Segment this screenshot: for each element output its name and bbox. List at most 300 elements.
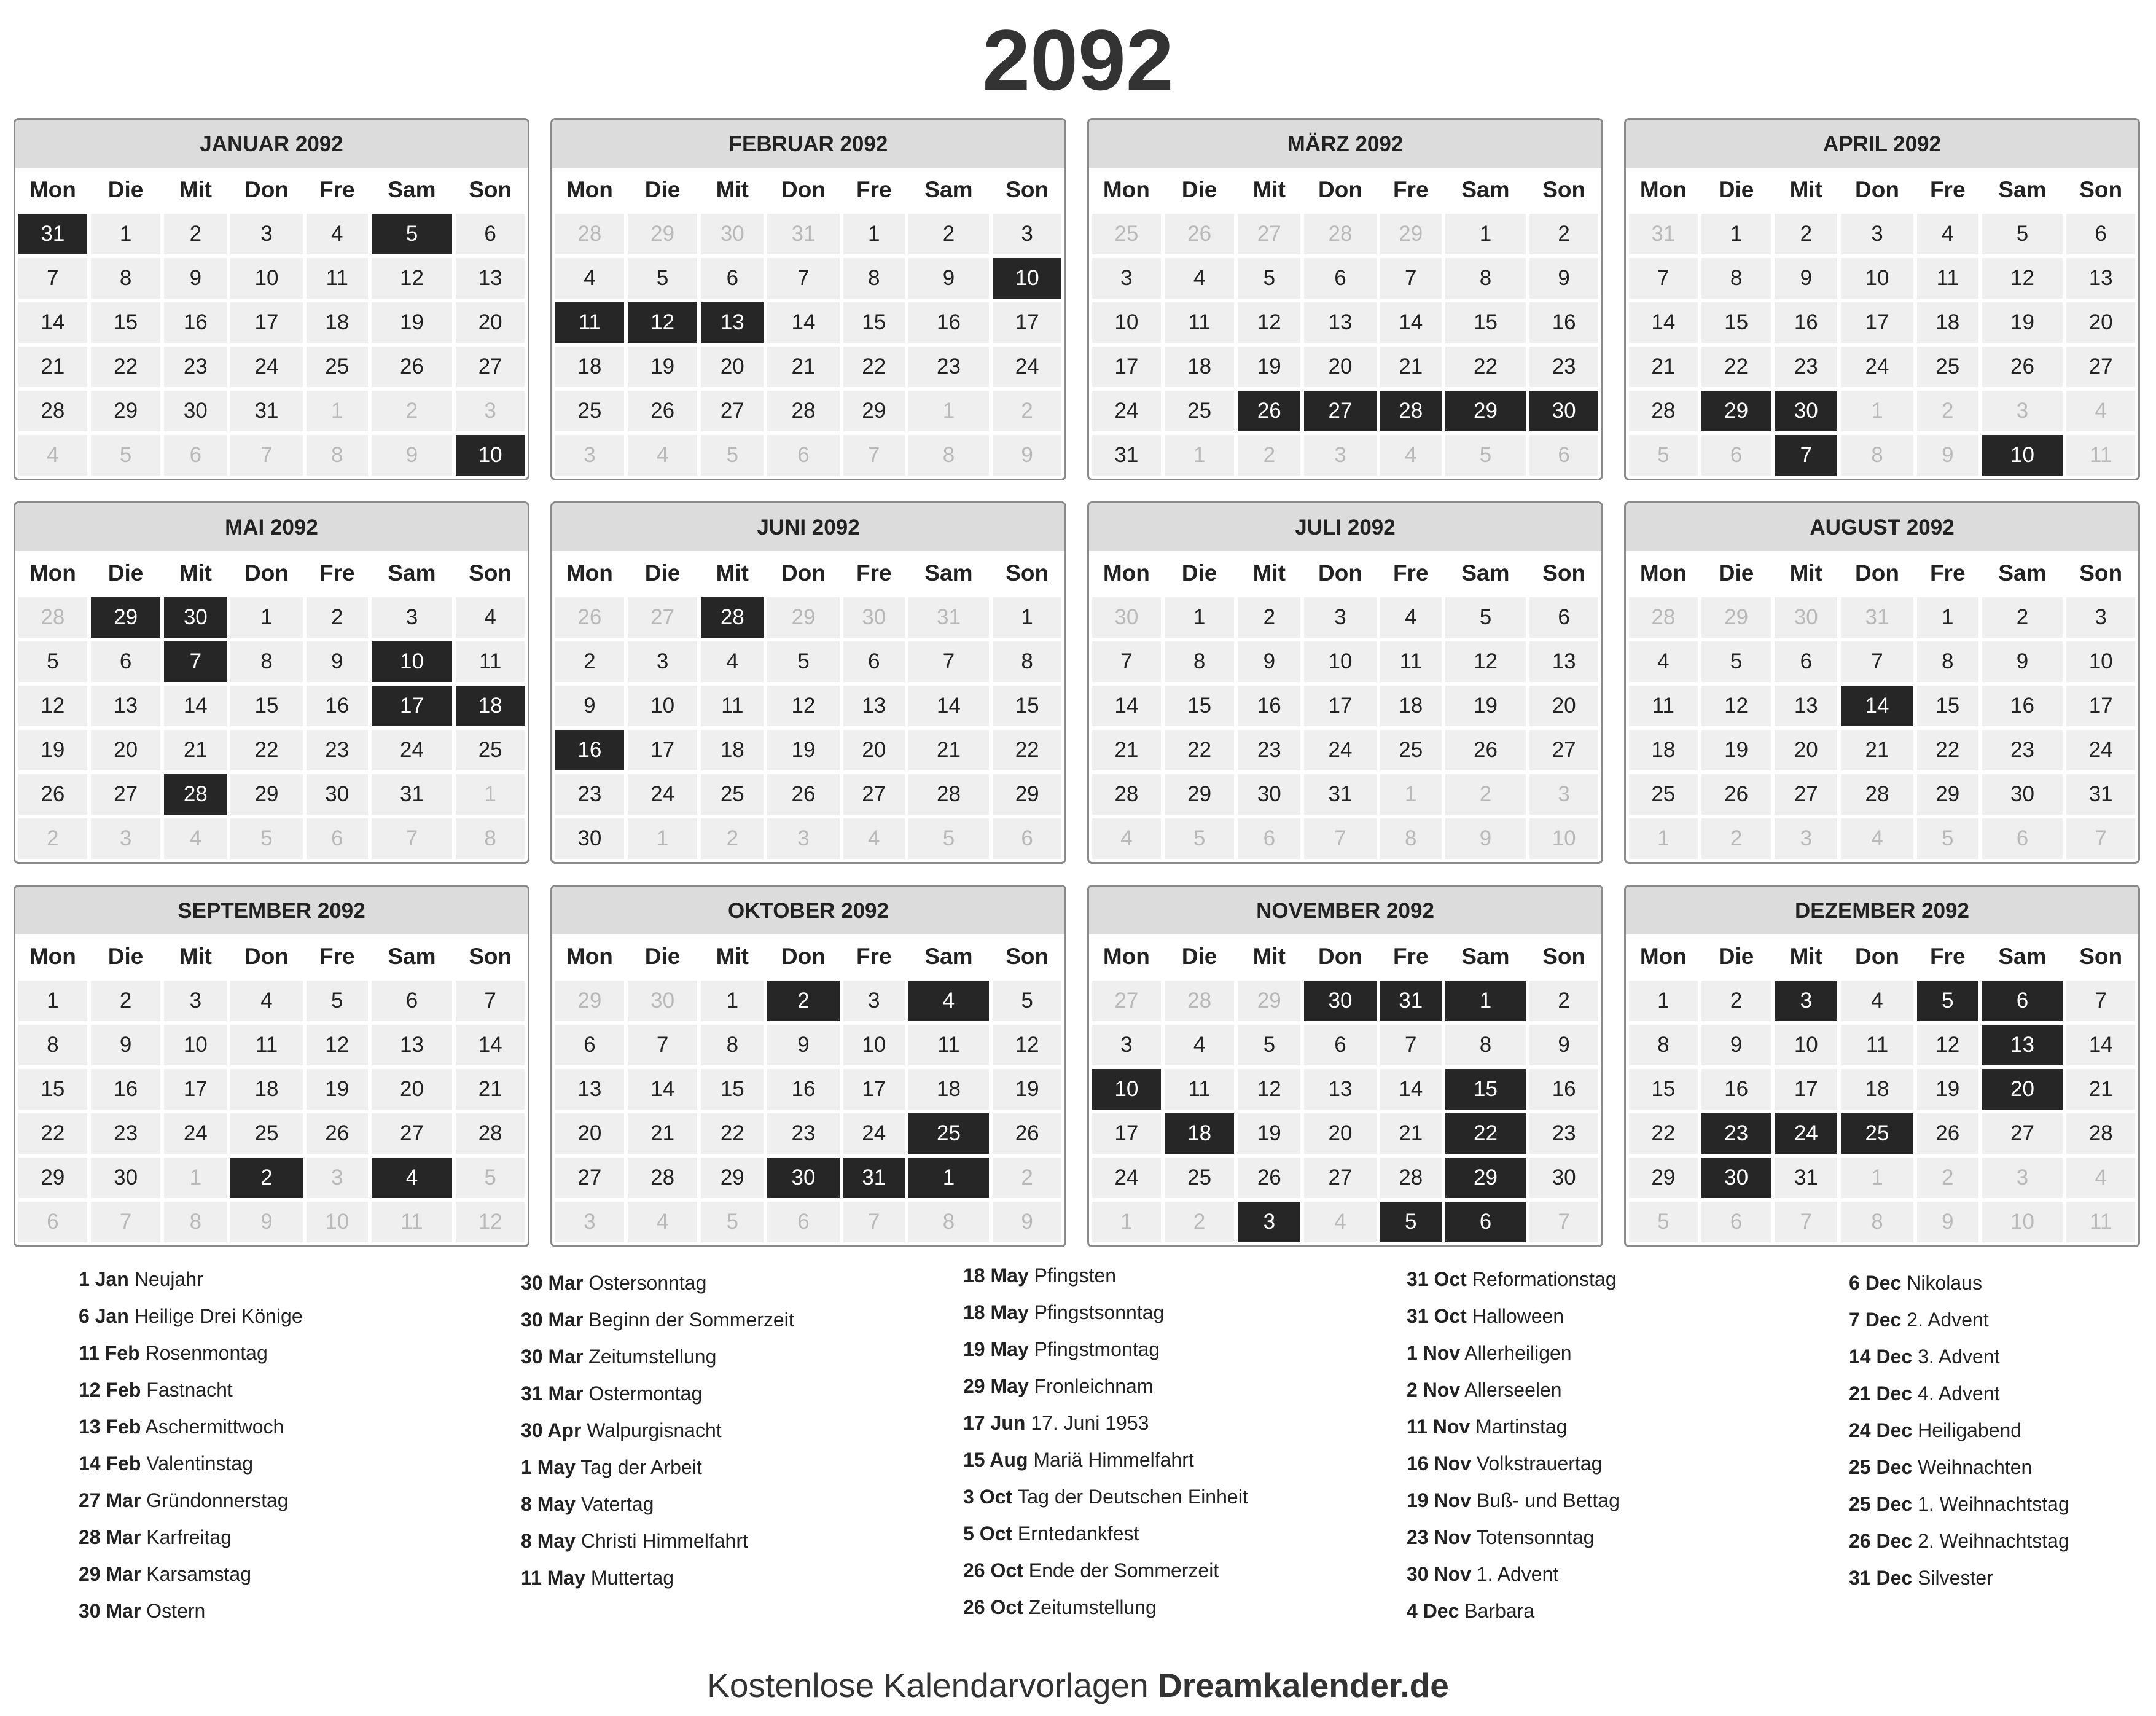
week-row xyxy=(552,772,1064,817)
day-cell: 9 xyxy=(162,256,228,300)
day-cell: 25 xyxy=(1915,345,1980,389)
day-cell: 11 xyxy=(1839,1023,1915,1067)
holiday-date: 19 May xyxy=(963,1338,1029,1360)
weekday-label: Mon xyxy=(566,944,613,969)
holiday-entry xyxy=(79,1519,521,1556)
day-cell: 18 xyxy=(553,345,626,389)
weekday-label: Die xyxy=(1181,560,1217,586)
day-cell: 21 xyxy=(1378,345,1443,389)
week-row xyxy=(1626,1156,2138,1200)
day-cell: 24 xyxy=(626,772,700,817)
week-row xyxy=(15,389,528,433)
adjacent-month-day-cell: 9 xyxy=(370,433,455,477)
day-cell: 19 xyxy=(1980,300,2065,345)
adjacent-month-day-cell: 2 xyxy=(1443,772,1528,817)
weekday-label: Mon xyxy=(566,560,613,586)
weekday-label: Mon xyxy=(1639,944,1687,969)
day-cell: 16 xyxy=(1528,1067,1600,1111)
holiday-name: Nikolaus xyxy=(1907,1272,1982,1294)
holiday-date: 26 Oct xyxy=(963,1596,1023,1618)
adjacent-month-day-cell: 4 xyxy=(17,433,89,477)
holiday-entry xyxy=(1849,1301,2156,1338)
day-cell: 24 xyxy=(842,1111,907,1156)
holiday-name: 4. Advent xyxy=(1918,1382,2000,1405)
holiday-date: 25 Dec xyxy=(1849,1456,1913,1478)
day-cell: 8 xyxy=(699,1023,765,1067)
day-cell: 18 xyxy=(1163,345,1236,389)
holiday-name: Totensonntag xyxy=(1476,1526,1595,1548)
weekday-label: Sam xyxy=(388,560,436,586)
day-cell: 6 xyxy=(842,640,907,684)
day-cell: 9 xyxy=(1528,256,1600,300)
holiday-entry xyxy=(1407,1261,1849,1298)
day-cell: 23 xyxy=(89,1111,163,1156)
adjacent-month-day-cell: 9 xyxy=(1915,1200,1980,1244)
day-cell: 22 xyxy=(991,728,1063,772)
holiday-day-cell: 31 xyxy=(17,212,89,256)
day-cell: 22 xyxy=(842,345,907,389)
week-row xyxy=(552,979,1064,1023)
adjacent-month-day-cell: 31 xyxy=(765,212,842,256)
weekday-label: Mit xyxy=(1789,944,1823,969)
holiday-name: Mariä Himmelfahrt xyxy=(1033,1449,1194,1471)
holiday-date: 31 Dec xyxy=(1849,1567,1913,1589)
adjacent-month-day-cell: 1 xyxy=(907,389,991,433)
day-cell: 10 xyxy=(1773,1023,1839,1067)
holiday-date: 8 May xyxy=(521,1493,576,1515)
day-cell: 27 xyxy=(699,389,765,433)
day-cell: 14 xyxy=(1378,1067,1443,1111)
day-cell: 29 xyxy=(228,772,305,817)
day-cell: 23 xyxy=(1236,728,1302,772)
day-cell: 19 xyxy=(1236,345,1302,389)
weekday-label: Fre xyxy=(1392,944,1429,969)
holiday-day-cell: 30 xyxy=(1302,979,1378,1023)
holiday-day-cell: 1 xyxy=(907,1156,991,1200)
day-cell: 10 xyxy=(1302,640,1378,684)
day-cell: 5 xyxy=(305,979,370,1023)
adjacent-month-day-cell: 5 xyxy=(1627,1200,1700,1244)
week-row xyxy=(1089,389,1601,433)
adjacent-month-day-cell: 3 xyxy=(305,1156,370,1200)
day-cell: 21 xyxy=(907,728,991,772)
day-cell: 16 xyxy=(907,300,991,345)
holiday-day-cell: 1 xyxy=(1443,979,1528,1023)
day-cell: 13 xyxy=(1302,300,1378,345)
day-cell: 20 xyxy=(553,1111,626,1156)
weekday-label: Mit xyxy=(1789,177,1823,202)
week-row xyxy=(1626,1200,2138,1244)
weekday-label: Sam xyxy=(388,177,436,202)
adjacent-month-day-cell: 5 xyxy=(228,817,305,861)
adjacent-month-day-cell: 8 xyxy=(1839,1200,1915,1244)
adjacent-month-day-cell: 3 xyxy=(1980,1156,2065,1200)
weekday-label: Mon xyxy=(29,944,76,969)
adjacent-month-day-cell: 1 xyxy=(626,817,700,861)
day-cell: 12 xyxy=(1980,256,2065,300)
holiday-date: 23 Nov xyxy=(1407,1526,1471,1548)
adjacent-month-day-cell: 29 xyxy=(1700,595,1773,640)
adjacent-month-day-cell: 9 xyxy=(991,433,1063,477)
holiday-name: Heiligabend xyxy=(1918,1419,2022,1441)
holiday-day-cell: 27 xyxy=(1302,389,1378,433)
adjacent-month-day-cell: 11 xyxy=(2064,1200,2137,1244)
weekday-label: Son xyxy=(2079,177,2123,202)
weekday-header-row xyxy=(1089,551,1601,595)
weekday-label: Fre xyxy=(1929,560,1966,586)
adjacent-month-day-cell: 1 xyxy=(1627,817,1700,861)
day-cell: 23 xyxy=(1980,728,2065,772)
week-row xyxy=(552,595,1064,640)
day-cell: 12 xyxy=(765,684,842,728)
day-cell: 12 xyxy=(991,1023,1063,1067)
day-cell: 7 xyxy=(1090,640,1163,684)
holiday-day-cell: 10 xyxy=(1980,433,2065,477)
holiday-day-cell: 28 xyxy=(1378,389,1443,433)
day-cell: 29 xyxy=(991,772,1063,817)
week-row xyxy=(15,345,528,389)
day-cell: 26 xyxy=(305,1111,370,1156)
weekday-header-row xyxy=(15,934,528,979)
holiday-name: Tag der Deutschen Einheit xyxy=(1017,1486,1248,1508)
month-title: MÄRZ 2092 xyxy=(1089,120,1601,168)
holiday-date: 6 Jan xyxy=(79,1305,129,1327)
day-cell: 12 xyxy=(1700,684,1773,728)
holiday-date: 19 Nov xyxy=(1407,1489,1471,1511)
day-cell: 1 xyxy=(699,979,765,1023)
holiday-entry xyxy=(1407,1593,1849,1629)
day-cell: 18 xyxy=(1627,728,1700,772)
weekday-label: Die xyxy=(1718,177,1754,202)
weekday-label: Don xyxy=(1855,944,1899,969)
month-title: NOVEMBER 2092 xyxy=(1089,887,1601,934)
day-cell: 24 xyxy=(162,1111,228,1156)
adjacent-month-day-cell: 3 xyxy=(553,1200,626,1244)
holiday-day-cell: 14 xyxy=(1839,684,1915,728)
holiday-day-cell: 3 xyxy=(1236,1200,1302,1244)
week-row xyxy=(552,1200,1064,1244)
day-cell: 30 xyxy=(553,817,626,861)
holiday-day-cell: 18 xyxy=(454,684,526,728)
adjacent-month-day-cell: 25 xyxy=(1090,212,1163,256)
day-cell: 7 xyxy=(1839,640,1915,684)
day-cell: 13 xyxy=(1773,684,1839,728)
holiday-name: Pfingsten xyxy=(1034,1264,1117,1287)
adjacent-month-day-cell: 5 xyxy=(1915,817,1980,861)
weekday-label: Sam xyxy=(924,177,973,202)
holiday-entry xyxy=(79,1334,521,1371)
holiday-entry xyxy=(1849,1375,2156,1412)
day-cell: 17 xyxy=(1302,684,1378,728)
week-row xyxy=(552,640,1064,684)
adjacent-month-day-cell: 28 xyxy=(17,595,89,640)
weekday-label: Sam xyxy=(1998,177,2047,202)
holiday-name: Aschermittwoch xyxy=(145,1416,284,1438)
day-cell: 19 xyxy=(765,728,842,772)
day-cell: 19 xyxy=(17,728,89,772)
month-calendar xyxy=(1087,885,1603,1247)
day-cell: 11 xyxy=(454,640,526,684)
adjacent-month-day-cell: 27 xyxy=(1090,979,1163,1023)
day-cell: 2 xyxy=(305,595,370,640)
week-row xyxy=(552,389,1064,433)
holiday-date: 6 Dec xyxy=(1849,1272,1902,1294)
holiday-date: 11 Nov xyxy=(1407,1416,1471,1438)
day-cell: 2 xyxy=(1700,979,1773,1023)
day-cell: 15 xyxy=(1915,684,1980,728)
day-cell: 1 xyxy=(842,212,907,256)
weekday-label: Die xyxy=(107,177,144,202)
day-cell: 9 xyxy=(305,640,370,684)
adjacent-month-day-cell: 9 xyxy=(1443,817,1528,861)
holiday-name: Ende der Sommerzeit xyxy=(1028,1559,1219,1581)
day-cell: 11 xyxy=(699,684,765,728)
holiday-entry xyxy=(521,1412,963,1449)
holiday-entry xyxy=(1407,1334,1849,1371)
day-cell: 29 xyxy=(89,389,163,433)
adjacent-month-day-cell: 28 xyxy=(553,212,626,256)
day-cell: 29 xyxy=(17,1156,89,1200)
weekday-label: Don xyxy=(244,944,289,969)
day-cell: 3 xyxy=(228,212,305,256)
day-cell: 13 xyxy=(89,684,163,728)
day-cell: 25 xyxy=(1163,389,1236,433)
day-cell: 27 xyxy=(454,345,526,389)
holiday-day-cell: 10 xyxy=(370,640,455,684)
adjacent-month-day-cell: 6 xyxy=(1700,1200,1773,1244)
day-cell: 24 xyxy=(1090,389,1163,433)
day-cell: 4 xyxy=(699,640,765,684)
holiday-date: 30 Apr xyxy=(521,1419,582,1441)
day-cell: 30 xyxy=(1528,1156,1600,1200)
weekday-label: Mon xyxy=(29,177,76,202)
day-cell: 20 xyxy=(699,345,765,389)
holiday-date: 26 Oct xyxy=(963,1559,1023,1581)
adjacent-month-day-cell: 9 xyxy=(991,1200,1063,1244)
day-cell: 27 xyxy=(842,772,907,817)
weekday-label: Fre xyxy=(319,944,355,969)
weekday-label: Fre xyxy=(1392,177,1429,202)
holiday-name: Beginn der Sommerzeit xyxy=(588,1309,794,1331)
weekday-label: Son xyxy=(469,944,512,969)
holiday-date: 7 Dec xyxy=(1849,1309,1902,1331)
holiday-day-cell: 30 xyxy=(765,1156,842,1200)
day-cell: 22 xyxy=(1700,345,1773,389)
day-cell: 4 xyxy=(1163,1023,1236,1067)
day-cell: 24 xyxy=(1839,345,1915,389)
day-cell: 17 xyxy=(1839,300,1915,345)
week-row xyxy=(1089,256,1601,300)
day-cell: 10 xyxy=(1839,256,1915,300)
holiday-column xyxy=(1849,1264,2156,1596)
day-cell: 5 xyxy=(1980,212,2065,256)
day-cell: 31 xyxy=(1302,772,1378,817)
holiday-entry xyxy=(963,1405,1405,1441)
day-cell: 12 xyxy=(370,256,455,300)
week-row xyxy=(1089,595,1601,640)
holiday-entry xyxy=(79,1482,521,1519)
weekday-label: Son xyxy=(1006,560,1049,586)
day-cell: 22 xyxy=(699,1111,765,1156)
holiday-entry xyxy=(1849,1522,2156,1559)
day-cell: 15 xyxy=(699,1067,765,1111)
adjacent-month-day-cell: 4 xyxy=(162,817,228,861)
day-cell: 24 xyxy=(370,728,455,772)
day-cell: 26 xyxy=(1236,1156,1302,1200)
adjacent-month-day-cell: 8 xyxy=(305,433,370,477)
adjacent-month-day-cell: 4 xyxy=(1090,817,1163,861)
weekday-label: Sam xyxy=(924,944,973,969)
adjacent-month-day-cell: 4 xyxy=(626,1200,700,1244)
adjacent-month-day-cell: 12 xyxy=(454,1200,526,1244)
day-cell: 27 xyxy=(553,1156,626,1200)
adjacent-month-day-cell: 29 xyxy=(553,979,626,1023)
day-cell: 12 xyxy=(1915,1023,1980,1067)
weekday-label: Son xyxy=(1542,177,1586,202)
holiday-entry xyxy=(1407,1519,1849,1556)
holiday-day-cell: 5 xyxy=(370,212,455,256)
adjacent-month-day-cell: 31 xyxy=(1627,212,1700,256)
day-cell: 14 xyxy=(2064,1023,2137,1067)
week-row xyxy=(1626,1067,2138,1111)
adjacent-month-day-cell: 3 xyxy=(1773,817,1839,861)
holiday-name: Karsamstag xyxy=(146,1563,252,1585)
adjacent-month-day-cell: 29 xyxy=(1236,979,1302,1023)
adjacent-month-day-cell: 7 xyxy=(1528,1200,1600,1244)
day-cell: 4 xyxy=(305,212,370,256)
day-cell: 3 xyxy=(626,640,700,684)
day-cell: 15 xyxy=(842,300,907,345)
day-cell: 28 xyxy=(1627,389,1700,433)
holiday-entry xyxy=(1849,1449,2156,1486)
holiday-column xyxy=(1407,1261,1849,1629)
adjacent-month-day-cell: 8 xyxy=(1839,433,1915,477)
weekday-label: Sam xyxy=(1461,944,1510,969)
weekday-label: Mit xyxy=(179,944,213,969)
week-row xyxy=(1626,345,2138,389)
weekday-label: Mit xyxy=(179,177,213,202)
day-cell: 23 xyxy=(1773,345,1839,389)
adjacent-month-day-cell: 1 xyxy=(1839,389,1915,433)
day-cell: 25 xyxy=(553,389,626,433)
weekday-header-row xyxy=(552,934,1064,979)
day-cell: 16 xyxy=(1773,300,1839,345)
weekday-label: Mit xyxy=(716,177,749,202)
day-cell: 9 xyxy=(1700,1023,1773,1067)
weekday-label: Die xyxy=(644,177,681,202)
adjacent-month-day-cell: 9 xyxy=(228,1200,305,1244)
day-cell: 18 xyxy=(305,300,370,345)
month-calendar xyxy=(550,118,1066,480)
adjacent-month-day-cell: 4 xyxy=(1378,433,1443,477)
day-cell: 7 xyxy=(454,979,526,1023)
holiday-day-cell: 11 xyxy=(553,300,626,345)
adjacent-month-day-cell: 29 xyxy=(1378,212,1443,256)
holiday-name: Fronleichnam xyxy=(1034,1375,1154,1397)
month-calendar xyxy=(550,501,1066,864)
weekday-label: Sam xyxy=(388,944,436,969)
day-cell: 7 xyxy=(907,640,991,684)
week-row xyxy=(1089,1156,1601,1200)
week-row xyxy=(1089,433,1601,477)
holiday-day-cell: 13 xyxy=(1980,1023,2065,1067)
day-cell: 25 xyxy=(305,345,370,389)
day-cell: 6 xyxy=(553,1023,626,1067)
holiday-date: 11 May xyxy=(521,1567,585,1589)
adjacent-month-day-cell: 7 xyxy=(1773,1200,1839,1244)
adjacent-month-day-cell: 4 xyxy=(2064,1156,2137,1200)
adjacent-month-day-cell: 1 xyxy=(454,772,526,817)
day-cell: 1 xyxy=(1700,212,1773,256)
adjacent-month-day-cell: 5 xyxy=(454,1156,526,1200)
day-cell: 5 xyxy=(1236,1023,1302,1067)
day-cell: 9 xyxy=(89,1023,163,1067)
day-cell: 5 xyxy=(765,640,842,684)
adjacent-month-day-cell: 6 xyxy=(17,1200,89,1244)
day-cell: 22 xyxy=(1915,728,1980,772)
holiday-entry xyxy=(963,1515,1405,1552)
day-cell: 31 xyxy=(1090,433,1163,477)
holiday-name: 3. Advent xyxy=(1918,1346,2000,1368)
week-row xyxy=(15,1023,528,1067)
holiday-date: 5 Oct xyxy=(963,1522,1013,1545)
month-title: FEBRUAR 2092 xyxy=(552,120,1064,168)
weekday-label: Mit xyxy=(1789,560,1823,586)
day-cell: 19 xyxy=(1236,1111,1302,1156)
day-cell: 4 xyxy=(1378,595,1443,640)
holiday-date: 1 Jan xyxy=(79,1268,129,1290)
day-cell: 10 xyxy=(228,256,305,300)
adjacent-month-day-cell: 3 xyxy=(454,389,526,433)
day-cell: 23 xyxy=(907,345,991,389)
day-cell: 22 xyxy=(89,345,163,389)
weekday-label: Mit xyxy=(716,944,749,969)
adjacent-month-day-cell: 8 xyxy=(907,1200,991,1244)
holiday-entry xyxy=(1407,1371,1849,1408)
adjacent-month-day-cell: 6 xyxy=(162,433,228,477)
day-cell: 6 xyxy=(699,256,765,300)
holiday-date: 1 May xyxy=(521,1456,576,1478)
week-row xyxy=(1626,433,2138,477)
adjacent-month-day-cell: 2 xyxy=(1915,1156,1980,1200)
week-row xyxy=(1089,1067,1601,1111)
adjacent-month-day-cell: 4 xyxy=(842,817,907,861)
holiday-entry xyxy=(79,1371,521,1408)
adjacent-month-day-cell: 27 xyxy=(626,595,700,640)
holiday-name: Christi Himmelfahrt xyxy=(580,1530,748,1552)
day-cell: 9 xyxy=(1773,256,1839,300)
holiday-date: 13 Feb xyxy=(79,1416,141,1438)
day-cell: 5 xyxy=(1700,640,1773,684)
day-cell: 12 xyxy=(1236,300,1302,345)
day-cell: 23 xyxy=(765,1111,842,1156)
holiday-date: 8 May xyxy=(521,1530,576,1552)
holiday-name: Allerseelen xyxy=(1464,1379,1562,1401)
day-cell: 11 xyxy=(1378,640,1443,684)
day-cell: 3 xyxy=(1302,595,1378,640)
holiday-day-cell: 30 xyxy=(1528,389,1600,433)
adjacent-month-day-cell: 10 xyxy=(1980,1200,2065,1244)
adjacent-month-day-cell: 29 xyxy=(765,595,842,640)
adjacent-month-day-cell: 27 xyxy=(1236,212,1302,256)
day-cell: 15 xyxy=(1163,684,1236,728)
month-title: JANUAR 2092 xyxy=(15,120,528,168)
day-cell: 24 xyxy=(1302,728,1378,772)
weekday-label: Sam xyxy=(924,560,973,586)
footer-text: Kostenlose Kalendarvorlagen xyxy=(707,1666,1158,1704)
adjacent-month-day-cell: 2 xyxy=(991,1156,1063,1200)
holiday-entry xyxy=(963,1331,1405,1368)
